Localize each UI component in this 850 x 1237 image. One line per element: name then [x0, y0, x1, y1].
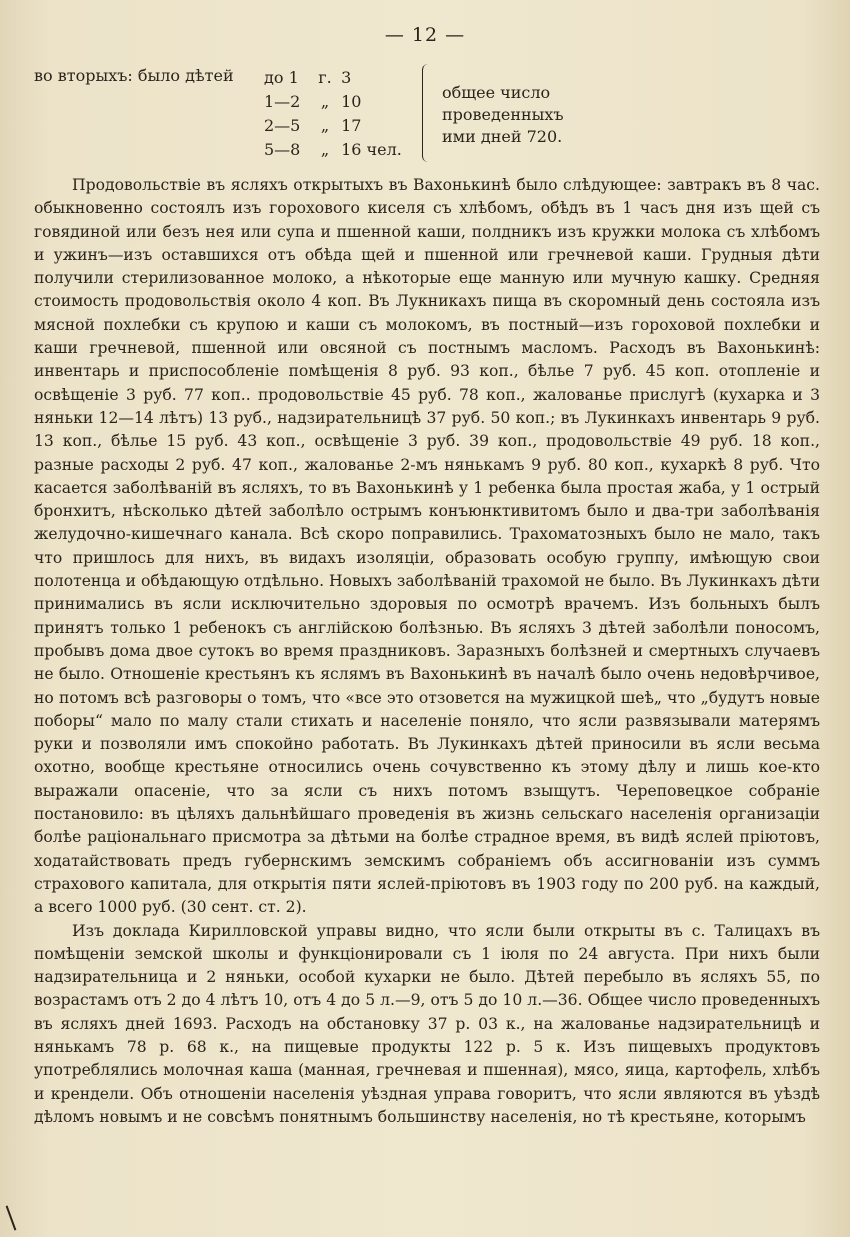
- grouping-brace: [422, 64, 433, 162]
- stats-label: во вторыхъ: было дѣтей: [34, 66, 234, 85]
- margin-mark: [6, 1205, 17, 1230]
- stats-unit: „: [320, 116, 330, 135]
- stats-row: [264, 114, 402, 138]
- stats-count: 3: [341, 68, 352, 87]
- stats-unit: „: [320, 140, 330, 159]
- stats-row: [264, 138, 402, 162]
- stats-age: 2—5: [264, 116, 301, 135]
- stats-count: 17: [341, 116, 362, 135]
- stats-unit: „: [320, 92, 330, 111]
- stats-age: до 1: [264, 68, 299, 87]
- stats-note: общее число проведенныхъ ими дней 720.: [442, 83, 564, 146]
- paragraph: Продовольствіе въ ясляхъ открытыхъ въ Вахонькинѣ было слѣдующее: завтракъ въ 8 час. обыкновенно состоялъ изъ горохового киселя съ хлѣбомъ, обѣдъ въ 1 часъ дня изъ щей съ говядиной или безъ нея или супа и пшенной каши, полдникъ изъ кружки молока съ хлѣбомъ и ужинъ—изъ оставшихся отъ обѣда щей и пшенной или гречневой каши. Грудныя дѣти получили стерилизованное молоко, а нѣкоторые еще манную или мучную кашку. Средняя стоимость продовольствія около 4 коп. Въ Лукникахъ пища въ скоромный день состояла изъ мясной похлебки съ крупою и каши съ молокомъ, въ постный—изъ гороховой похлебки и каши гречневой, пшенной или овсяной съ постнымъ масломъ. Расходъ въ Вахонькинѣ: инвентарь и приспособленіе помѣщенія 8 руб. 93 коп., бѣлье 7 руб. 45 коп. отопленіе и освѣщеніе 3 руб. 77 коп.. продовольствіе 45 руб. 78 коп., жалованье прислугѣ (кухарка и 3 няньки 12—14 лѣтъ) 13 руб., надзирательницѣ 37 руб. 50 коп.; въ Лукинкахъ инвентарь 9 руб. 13 коп., бѣлье 15 руб. 43 коп., освѣщеніе 3 руб. 39 коп., продовольствіе 49 руб. 18 коп., разные расходы 2 руб. 47 коп., жалованье 2-мъ нянькамъ 9 руб. 80 коп., кухаркѣ 8 руб. Что касается заболѣваній въ ясляхъ, то въ Вахонькинѣ у 1 ребенка была простая жаба, у 1 острый бронхитъ, нѣсколько дѣтей заболѣло острымъ конъюнктивитомъ было и два-три заболѣванія желудочно-кишечнаго канала. Всѣ скоро поправились. Трахоматозныхъ было не мало, такъ что пришлось для нихъ, въ видахъ изоляціи, образовать особую группу, имѣющую свои полотенца и обѣдающую отдѣльно. Новыхъ заболѣваній трахомой не было. Въ Лукинкахъ дѣти принимались въ ясли исключительно здоровыя по осмотрѣ врачемъ. Изъ больныхъ былъ принятъ только 1 ребенокъ съ англійскою болѣзнью. Въ ясляхъ 3 дѣтей заболѣли поносомъ, пробывъ дома двое сутокъ во время праздниковъ. Заразныхъ болѣзней и смертныхъ случаевъ не было. Отношеніе крестьянъ къ яслямъ въ Вахонькинѣ въ началѣ было очень недовѣрчивое, но потомъ всѣ разговоры о томъ, что «все это отзовется на мужицкой шеѣ„ что „будутъ новые поборы“ мало по малу стали стихать и населеніе поняло, что ясли развязывали матерямъ руки и позволяли имъ спокойно работать. Въ Лукинкахъ дѣтей приносили въ ясли весьма охотно, вообще крестьяне относились очень сочувственно къ этому дѣлу и лишь кое-кто выражали опасеніе, что за ясли съ нихъ потомъ взыщутъ. Череповецкое собраніе постановило: въ цѣляхъ дальнѣйшаго проведенія въ жизнь сельскаго населенія организаціи болѣе раціональнаго присмотра за дѣтьми на болѣе страдное время, въ видѣ яслей пріютовъ, ходатайствовать предъ губернскимъ земскимъ собраніемъ объ ассигнованіи изъ суммъ страхового капитала, для открытія пяти яслей-пріютовъ въ 1903 году по 200 руб. на каждый, а всего 1000 руб. (30 сент. ст. 2).: [34, 176, 820, 917]
- stats-age: 5—8: [264, 140, 301, 159]
- paragraph: Изъ доклада Кирилловской управы видно, что ясли были открыты въ с. Талицахъ въ помѣщеніи земской школы и функціонировали съ 1 іюля по 24 августа. При нихъ были надзирательница и 2 няньки, особой кухарки не было. Дѣтей перебыло въ ясляхъ 55, по возрастамъ отъ 2 до 4 лѣтъ 10, отъ 4 до 5 л.—9, отъ 5 до 10 л.—36. Общее число проведенныхъ въ ясляхъ дней 1693. Расходъ на обстановку 37 р. 03 к., на жалованье надзирательницѣ и нянькамъ 78 р. 68 к., на пищевые продукты 122 р. 5 к. Изъ пищевыхъ продуктовъ употреблялись молочная каша (манная, гречневая и пшенная), мясо, яица, картофель, хлѣбъ и крендели. Объ отношеніи населенія уѣздная управа говоритъ, что ясли являются въ уѣздѣ дѣломъ новымъ и не совсѣмъ понятнымъ большинству населенія, но тѣ крестьяне, которымъ: [34, 921, 820, 1126]
- stats-count: 10: [341, 92, 362, 111]
- children-statistics-block: [34, 60, 594, 164]
- stats-count: 16 чел.: [341, 140, 402, 159]
- stats-rows: [264, 66, 402, 162]
- body-text: [34, 174, 820, 1129]
- stats-unit: г.: [318, 68, 332, 87]
- stats-row: [264, 66, 402, 90]
- stats-row: [264, 90, 402, 114]
- page-number: — 12 —: [384, 24, 466, 46]
- stats-age: 1—2: [264, 92, 301, 111]
